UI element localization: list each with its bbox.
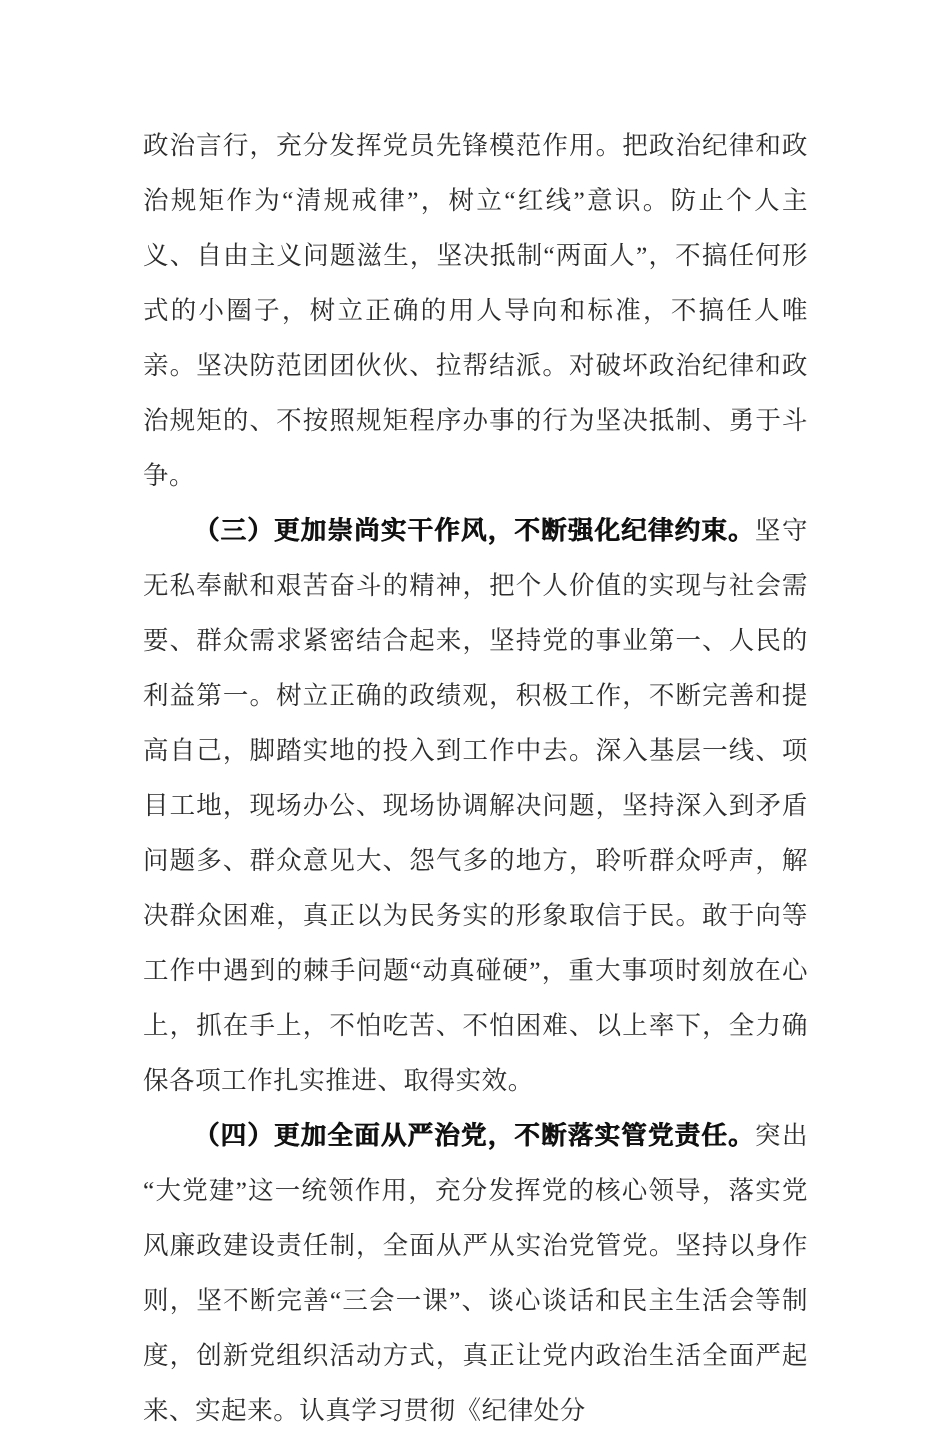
section-three-heading: （三）更加崇尚实干作风，不断强化纪律约束。: [194, 516, 755, 545]
document-text-column: [143, 118, 808, 1438]
paragraph-continuation-text: 政治言行，充分发挥党员先锋模范作用。把政治纪律和政治规矩作为“清规戒律”，树立“红线”意识。防止个人主义、自由主义问题滋生，坚决抵制“两面人”，不搞任何形式的小圈子，树立正确的用人导向和标准，不搞任人唯亲。坚决防范团团伙伙、拉帮结派。对破坏政治纪律和政治规矩的、不按照规矩程序办事的行为坚决抵制、勇于斗争。: [143, 131, 808, 490]
paragraph-section-three: [143, 503, 808, 1108]
section-four-heading: （四）更加全面从严治党，不断落实管党责任。: [194, 1121, 755, 1150]
paragraph-section-four: [143, 1108, 808, 1438]
paragraph-continuation: [143, 118, 808, 503]
section-four-body: 突出“大党建”这一统领作用，充分发挥党的核心领导，落实党风廉政建设责任制，全面从严从实治党管党。坚持以身作则，坚不断完善“三会一课”、谈心谈话和民主生活会等制度，创新党组织活动方式，真正让党内政治生活全面严起来、实起来。认真学习贯彻《纪律处分: [143, 1121, 808, 1425]
section-three-body: 坚守无私奉献和艰苦奋斗的精神，把个人价值的实现与社会需要、群众需求紧密结合起来，坚持党的事业第一、人民的利益第一。树立正确的政绩观，积极工作，不断完善和提高自己，脚踏实地的投入到工作中去。深入基层一线、项目工地，现场办公、现场协调解决问题，坚持深入到矛盾问题多、群众意见大、怨气多的地方，聆听群众呼声，解决群众困难，真正以为民务实的形象取信于民。敢于向等工作中遇到的棘手问题“动真碰硬”，重大事项时刻放在心上，抓在手上，不怕吃苦、不怕困难、以上率下，全力确保各项工作扎实推进、取得实效。: [143, 516, 808, 1095]
